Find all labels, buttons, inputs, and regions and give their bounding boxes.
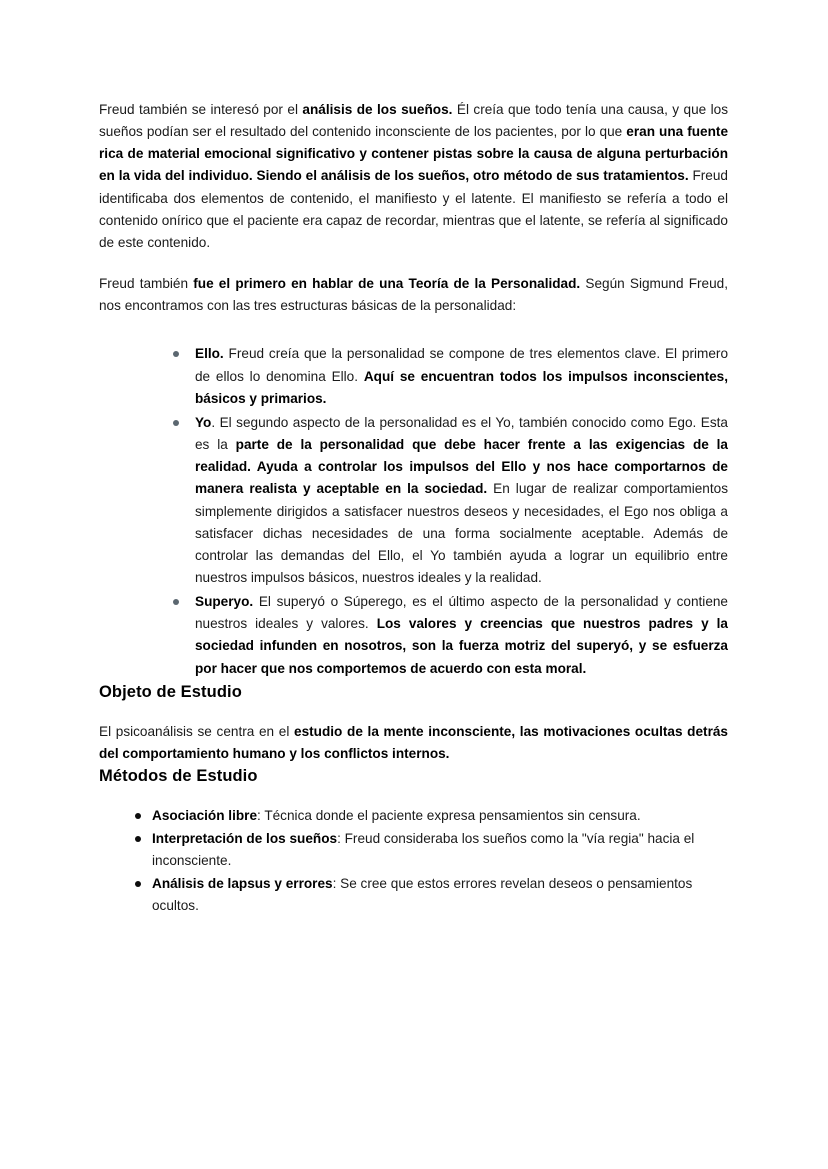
text-run: : Freud consideraba los sueños como la "vía regia" hacia el inconsciente. xyxy=(152,830,695,868)
heading-metodos-de-estudio: Métodos de Estudio xyxy=(99,766,258,785)
text-run: : Se cree que estos errores revelan deseos o pensamientos ocultos. xyxy=(152,875,693,913)
document-body xyxy=(99,99,728,917)
bold-text-run: Aquí se encuentran todos los impulsos inconscientes, básicos y primarios. xyxy=(195,368,728,406)
list-item xyxy=(169,343,728,409)
paragraph-objeto-de-estudio xyxy=(99,721,728,765)
bold-text-run: Análisis de lapsus y errores xyxy=(152,875,333,891)
bold-text-run: estudio de la mente inconsciente, las motivaciones ocultas detrás del comportamiento humano y los conflictos internos. xyxy=(99,724,728,762)
text-run: Freud también se interesó por el xyxy=(99,102,303,117)
bold-text-run: Interpretación de los sueños xyxy=(152,830,338,846)
text-run: Freud creía que la personalidad se compone de tres elementos clave. El primero de ellos lo denomina Ello. xyxy=(195,346,728,384)
list-item xyxy=(135,828,728,872)
text-run: Según Sigmund Freud, nos encontramos con las tres estructuras básicas de la personalidad: xyxy=(99,276,728,314)
bold-text-run: Asociación libre xyxy=(152,807,258,823)
methods-list xyxy=(99,805,728,917)
text-run: Freud también xyxy=(99,276,194,292)
bold-text-run: análisis de los sueños. xyxy=(302,102,453,117)
bold-text-run: Yo xyxy=(195,414,212,430)
heading-objeto-de-estudio: Objeto de Estudio xyxy=(99,682,242,701)
list-item xyxy=(169,591,728,680)
bold-text-run: fue el primero en hablar de una Teoría de la Personalidad. xyxy=(193,276,581,292)
text-run: Él creía que todo tenía una causa, y que los sueños podían ser el resultado del contenido inconsciente de los pacientes, por lo que xyxy=(99,102,729,140)
bold-text-run: Ello. xyxy=(195,346,224,362)
text-run: : Técnica donde el paciente expresa pensamientos sin censura. xyxy=(257,807,641,823)
text-run: En lugar de realizar comportamientos simplemente dirigidos a satisfacer nuestros deseos y necesidades, el Ego nos obliga a satisfacer dichas necesidades de una forma socialmente aceptable. Además de controlar las demandas del Ello, el Yo también ayuda a lograr un equilibrio entre nuestros impulsos básicos, nuestros ideales y la realidad. xyxy=(195,481,728,585)
list-item xyxy=(135,873,728,917)
paragraph-analisis-suenos xyxy=(99,99,728,254)
paragraph-teoria-personalidad xyxy=(99,273,728,317)
text-run: Freud identificaba dos elementos de contenido, el manifiesto y el latente. El manifiesto se refería a todo el contenido onírico que el paciente era capaz de recordar, mientras que el latente, se refería al significado de este contenido. xyxy=(99,168,728,250)
text-run: . El segundo aspecto de la personalidad es el Yo, también conocido como Ego. Esta es la xyxy=(195,414,728,453)
bold-text-run: parte de la personalidad que debe hacer frente a las exigencias de la realidad. Ayuda a controlar los impulsos del Ello y nos hace comportarnos de manera realista y aceptable en la sociedad. xyxy=(195,437,728,497)
list-item xyxy=(135,805,728,827)
bold-text-run: Superyo. xyxy=(195,594,254,610)
bold-text-run: eran una fuente rica de material emocional significativo y contener pistas sobre la causa de alguna perturbación en la vida del individuo. Siendo el análisis de los sueños, otro método de sus tratamientos. xyxy=(99,124,729,184)
bold-text-run: Los valores y creencias que nuestros padres y la sociedad infunden en nosotros, son la fuerza motriz del superyó, y se esfuerza por hacer que nos comportemos de acuerdo con esta moral. xyxy=(195,616,728,676)
text-run: El superyó o Súperego, es el último aspecto de la personalidad y contiene nuestros ideales y valores. xyxy=(195,594,728,632)
text-run: El psicoanálisis se centra en el xyxy=(99,724,295,740)
list-item xyxy=(169,412,728,589)
personality-structures-list xyxy=(99,343,728,679)
